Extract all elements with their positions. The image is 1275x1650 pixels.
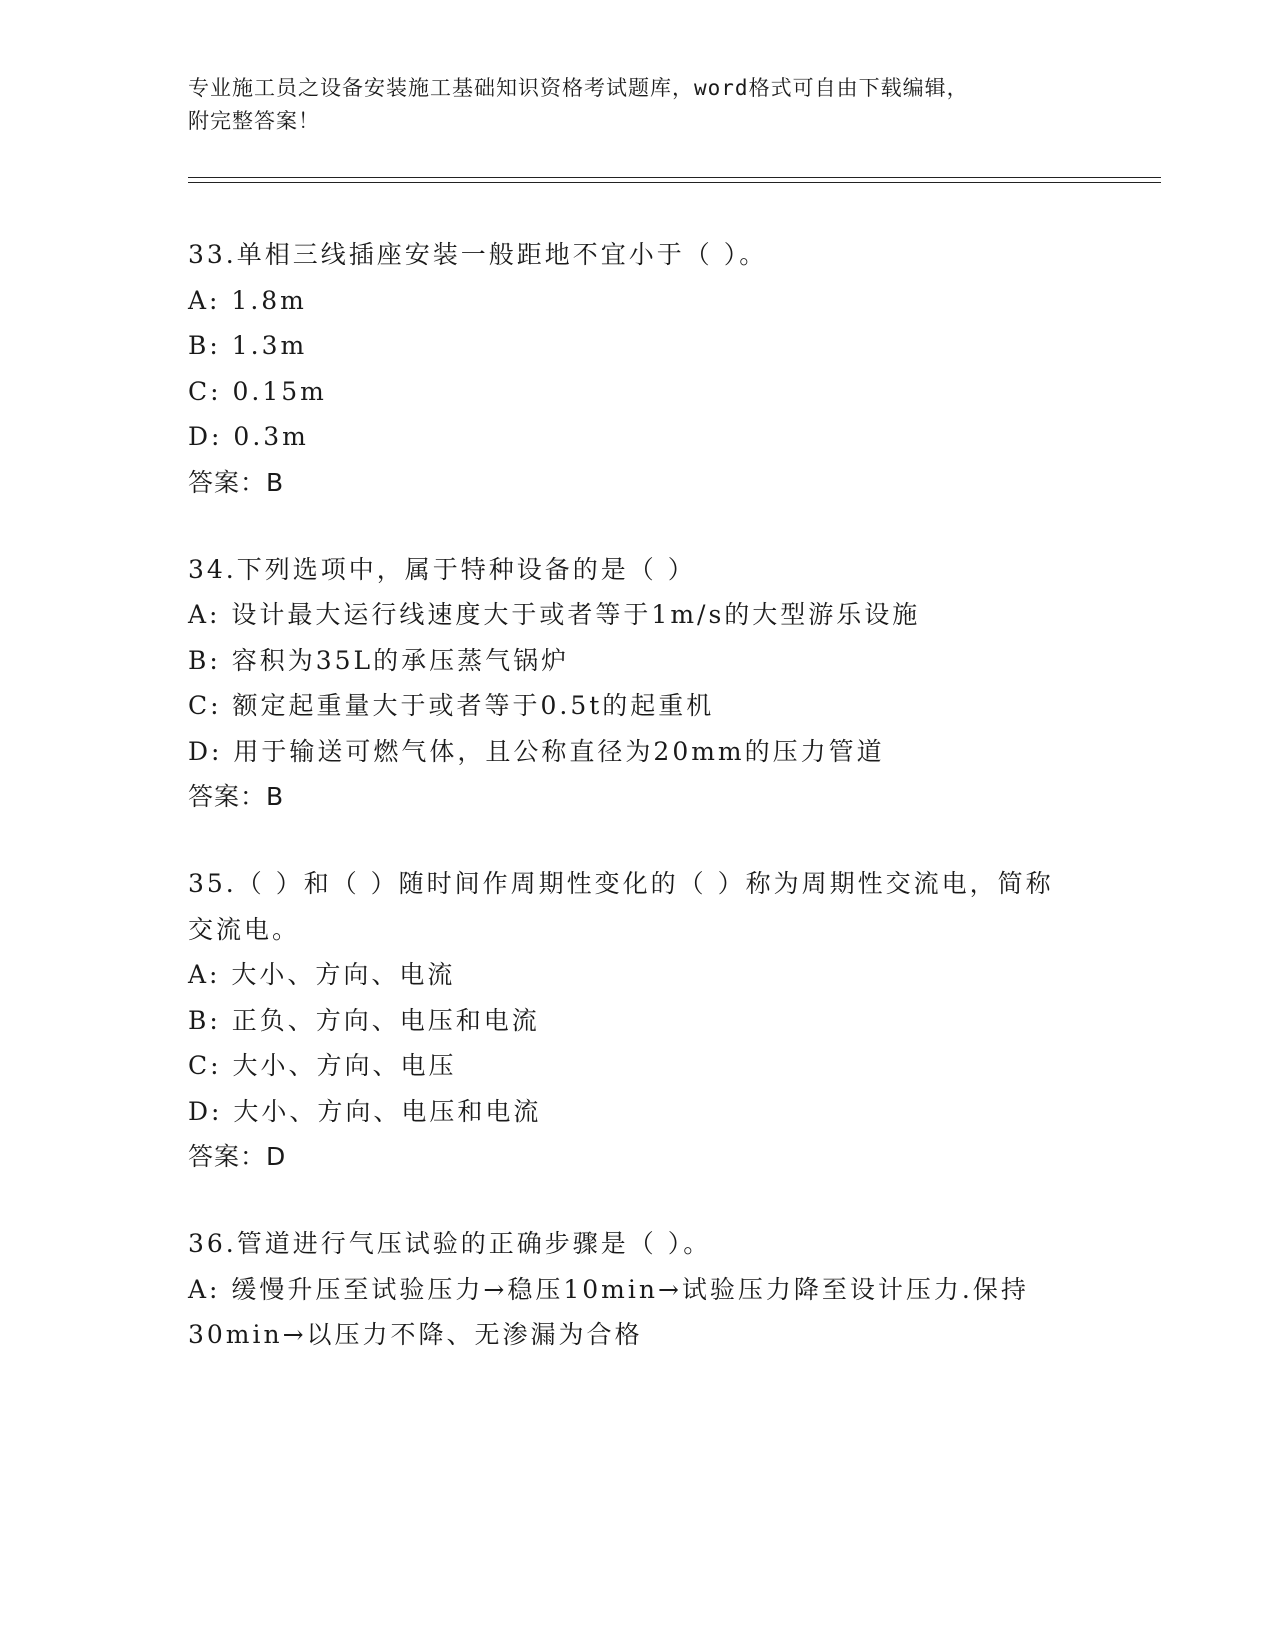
question-33 (188, 232, 1088, 505)
question-35 (188, 861, 1088, 1179)
header-divider-top (188, 177, 1161, 178)
answer: 答案：B (188, 467, 285, 497)
option-d: D: 大小、方向、电压和电流 (188, 1096, 542, 1126)
question-stem: 34.下列选项中，属于特种设备的是（ ） (188, 554, 696, 584)
option-c: C: 0.15m (188, 376, 327, 406)
option-b: B: 容积为35L的承压蒸气锅炉 (188, 645, 570, 675)
option-c: C: 大小、方向、电压 (188, 1051, 457, 1080)
question-stem: 33.单相三线插座安装一般距地不宜小于（ ）。 (188, 240, 768, 269)
question-36 (188, 1221, 1088, 1358)
header-line-2: 附完整答案！ (188, 109, 320, 133)
document-header (188, 72, 1088, 138)
option-d: D: 用于输送可燃气体，且公称直径为20mm的压力管道 (188, 736, 885, 766)
question-stem: 36.管道进行气压试验的正确步骤是（ ）。 (188, 1229, 712, 1258)
option-d: D: 0.3m (188, 422, 309, 451)
question-stem: 35.（ ）和（ ）随时间作周期性变化的（ ）称为周期性交流电，简称交流电。 (188, 869, 1054, 944)
option-a: A: 设计最大运行线速度大于或者等于1m/s的大型游乐设施 (188, 600, 921, 629)
option-a: A: 1.8m (188, 285, 307, 315)
header-divider-bottom (188, 182, 1161, 183)
option-a: A: 大小、方向、电流 (188, 960, 456, 989)
option-c: C: 额定起重量大于或者等于0.5t的起重机 (188, 691, 715, 720)
option-b: B: 1.3m (188, 331, 308, 360)
option-a: A: 缓慢升压至试验压力→稳压10min→试验压力降至设计压力.保持30min→以压力不降、无渗漏为合格 (188, 1274, 1029, 1349)
option-b: B: 正负、方向、电压和电流 (188, 1005, 540, 1035)
header-line-1: 专业施工员之设备安装施工基础知识资格考试题库，word格式可自由下载编辑， (188, 76, 969, 100)
answer: 答案：B (188, 782, 285, 811)
answer: 答案：D (188, 1142, 287, 1171)
question-34 (188, 547, 1088, 820)
question-list (188, 232, 1088, 1400)
